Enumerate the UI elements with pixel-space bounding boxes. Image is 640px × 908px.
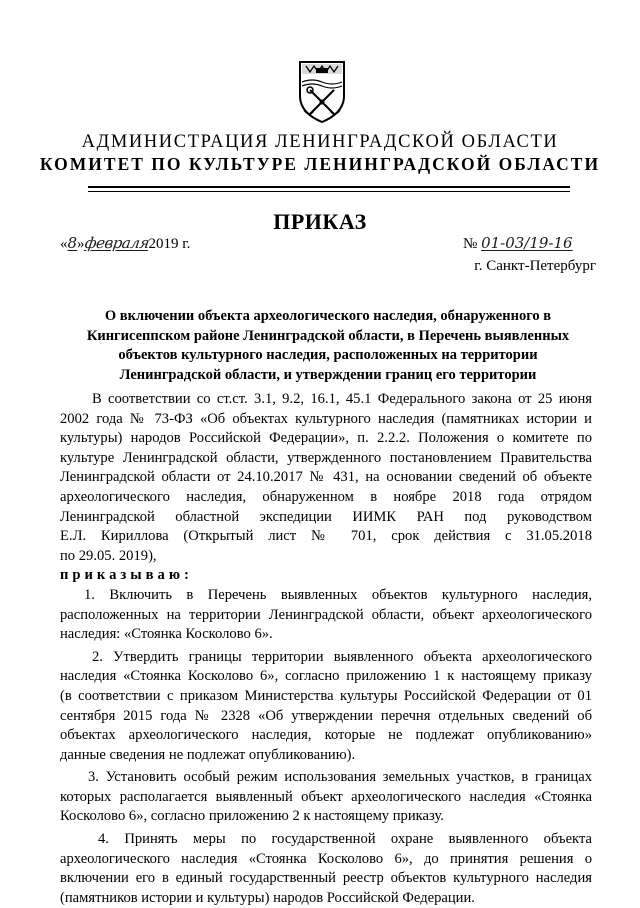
subject-line: О включении объекта археологического наследия, обнаруженного в: [104, 308, 552, 324]
text-line: сентября 2015 года № 2328 «Об утверждении перечня отдельных сведений об: [60, 707, 592, 724]
subject-line: Ленинградской области, и утверждении границ его территории: [119, 366, 537, 383]
text-line: которых располагается выявленный объект археологического наследия «Стоянка: [60, 788, 592, 805]
text-line: Е.Л. Кириллова (Открытый лист № 701, срок действия с 31.05.2018: [60, 528, 592, 545]
text-line: по 29.05. 2019),: [60, 547, 157, 564]
document-title: ПРИКАЗ: [273, 209, 367, 234]
preamble: [60, 390, 592, 566]
text-line: 2002 года № 73-ФЗ «Об объектах культурного наследия (памятниках истории и: [60, 410, 592, 427]
text-line: (памятников истории и культуры) народов Российской Федерации.: [60, 889, 475, 906]
text-line: В соответствии со ст.ст. 3.1, 9.2, 16.1, 45.1 Федерального закона от 25 июня: [92, 391, 592, 407]
text-line: объектах археологического наследия, которые не подлежат опубликованию»: [60, 727, 592, 744]
date-month-handwritten: февраля: [83, 234, 150, 252]
text-line: наследия: «Стоянка Косколово 6».: [60, 626, 273, 643]
text-line: археологического наследия, обнаруженном в ноябре 2018 года отрядом: [60, 488, 592, 505]
order-item-1: [60, 586, 592, 645]
text-line: включении его в единый государственный реестр объектов культурного наследия: [60, 870, 592, 887]
order-directive: приказываю:: [60, 567, 193, 584]
text-line: данные сведения не подлежат опубликованию).: [60, 746, 356, 763]
header-rule-thin: [88, 191, 570, 192]
text-line: археологического наследия «Стоянка Косколово 6», до принятия решения о: [60, 850, 592, 867]
text-line: культуры) народов Российской Федерации», п. 2.2.2. Положения о комитете по: [60, 430, 592, 447]
organization-name: АДМИНИСТРАЦИЯ ЛЕНИНГРАДСКОЙ ОБЛАСТИ: [81, 132, 559, 152]
text-line: 4. Принять меры по государственной охране выявленного объекта: [98, 831, 592, 848]
order-subject: [76, 307, 580, 385]
order-body: [60, 390, 592, 908]
date-close-quote: »: [77, 236, 85, 252]
text-line: Ленинградской области от 24.10.2017 № 431, на основании сведений об объекте: [60, 469, 592, 486]
number-handwritten: 01-03/19-16: [481, 234, 573, 252]
date-year: 2019 г.: [148, 236, 191, 252]
text-line: (в соответствии с приказом Министерства культуры Российской Федерации от 01: [60, 687, 592, 704]
order-number: [463, 233, 573, 254]
number-sign: №: [463, 236, 478, 252]
text-line: наследия «Стоянка Косколово 6», согласно приложению 1 к настоящему приказу: [60, 668, 592, 685]
coat-of-arms-icon: [296, 60, 348, 124]
order-item-2: [60, 648, 592, 766]
text-line: Ленинградской областной экспедиции ИИМК РАН под руководством: [60, 508, 592, 525]
text-line: Косколово 6», согласно приложению 2 к настоящему приказу.: [60, 808, 444, 825]
text-line: 1. Включить в Перечень выявленных объектов культурного наследия,: [84, 586, 592, 603]
text-line: 2. Утвердить границы территории выявленного объекта археологического: [92, 648, 592, 665]
date-open-quote: «: [60, 236, 68, 252]
header-rule-thick: [88, 186, 570, 188]
text-line: 3. Установить особый режим использования земельных участков, в границах: [88, 769, 592, 786]
order-item-3: [60, 768, 592, 827]
date-day-handwritten: 8: [67, 234, 78, 252]
order-date: [60, 233, 190, 254]
text-line: расположенных на территории Ленинградской области, объект археологического: [60, 606, 592, 623]
subject-line: объектов культурного наследия, расположенных на территории: [118, 347, 538, 363]
subject-line: Кингисеппском районе Ленинградской области, в Перечень выявленных: [86, 327, 570, 344]
city: г. Санкт-Петербург: [474, 258, 596, 274]
text-line: культуре Ленинградской области, утвержденного постановлением Правительства: [60, 449, 592, 466]
order-item-4: [60, 830, 592, 908]
committee-name: КОМИТЕТ ПО КУЛЬТУРЕ ЛЕНИНГРАДСКОЙ ОБЛАСТИ: [39, 154, 601, 174]
